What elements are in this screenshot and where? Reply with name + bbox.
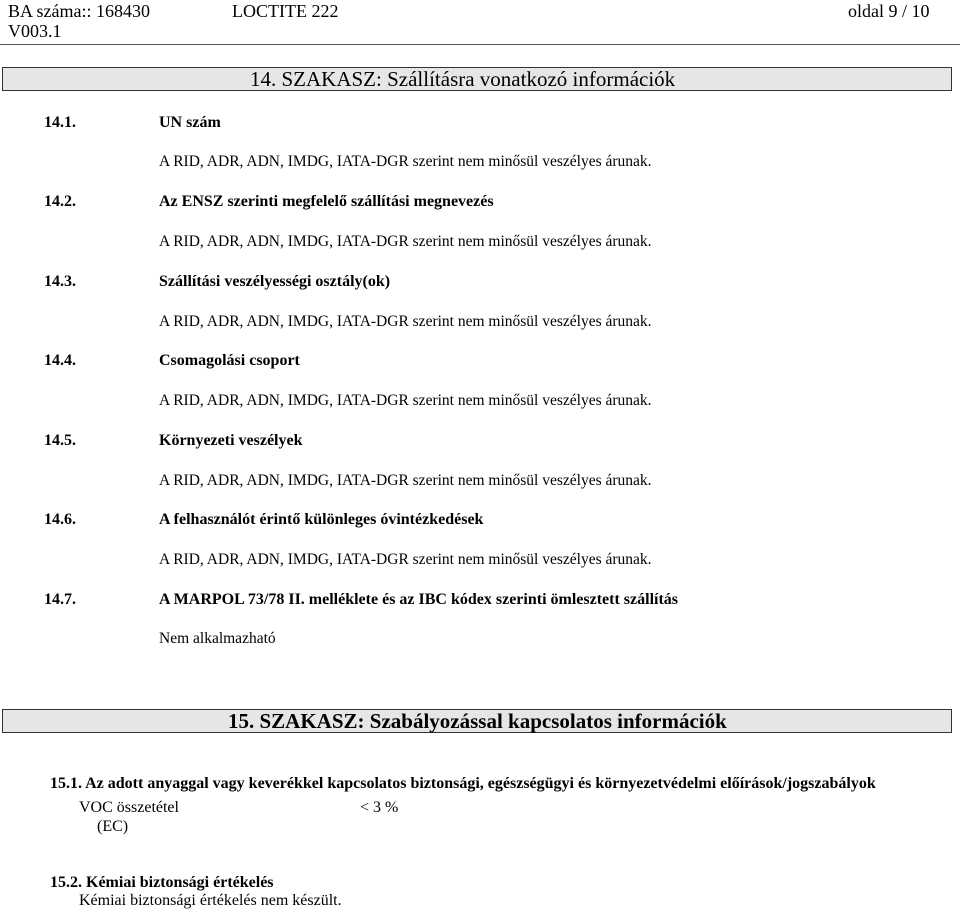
voc-label: VOC összetétel xyxy=(79,799,179,816)
header-divider xyxy=(0,44,960,45)
item-14-3-text: A RID, ADR, ADN, IMDG, IATA-DGR szerint nem minősül veszélyes árunak. xyxy=(159,313,652,330)
item-14-4-number: 14.4. xyxy=(44,352,76,369)
voc-value: < 3 % xyxy=(360,799,399,816)
item-14-7-number: 14.7. xyxy=(44,591,76,608)
section-14-title: 14. SZAKASZ: Szállításra vonatkozó információk xyxy=(250,67,676,91)
item-14-3-number: 14.3. xyxy=(44,273,76,290)
item-14-1-text: A RID, ADR, ADN, IMDG, IATA-DGR szerint nem minősül veszélyes árunak. xyxy=(159,153,652,170)
voc-label-ec: (EC) xyxy=(97,818,129,835)
item-14-6-title: A felhasználót érintő különleges óvintézkedések xyxy=(159,511,484,528)
item-14-2-number: 14.2. xyxy=(44,193,76,210)
page-number: oldal 9 / 10 xyxy=(848,1,930,21)
item-14-2-title: Az ENSZ szerinti megfelelő szállítási megnevezés xyxy=(159,193,494,210)
item-14-5-number: 14.5. xyxy=(44,432,76,449)
subsection-15-1-title: 15.1. Az adott anyaggal vagy keverékkel kapcsolatos biztonsági, egészségügyi és környezetvédelmi előírások/jogszabályok xyxy=(50,775,876,792)
item-14-7-text: Nem alkalmazható xyxy=(159,630,276,647)
item-14-6-number: 14.6. xyxy=(44,511,76,528)
item-14-6-text: A RID, ADR, ADN, IMDG, IATA-DGR szerint nem minősül veszélyes árunak. xyxy=(159,551,652,568)
product-name: LOCTITE 222 xyxy=(232,1,339,21)
ba-number: BA száma:: 168430 xyxy=(8,1,150,21)
item-14-5-text: A RID, ADR, ADN, IMDG, IATA-DGR szerint nem minősül veszélyes árunak. xyxy=(159,472,652,489)
item-14-1-title: UN szám xyxy=(159,114,221,131)
item-14-4-text: A RID, ADR, ADN, IMDG, IATA-DGR szerint nem minősül veszélyes árunak. xyxy=(159,392,652,409)
version: V003.1 xyxy=(8,21,62,41)
item-14-5-title: Környezeti veszélyek xyxy=(159,432,303,449)
subsection-15-2-text: Kémiai biztonsági értékelés nem készült. xyxy=(79,892,342,909)
item-14-1-number: 14.1. xyxy=(44,114,76,131)
item-14-7-title: A MARPOL 73/78 II. melléklete és az IBC kódex szerinti ömlesztett szállítás xyxy=(159,591,679,608)
item-14-2-text: A RID, ADR, ADN, IMDG, IATA-DGR szerint nem minősül veszélyes árunak. xyxy=(159,233,652,250)
subsection-15-2-title: 15.2. Kémiai biztonsági értékelés xyxy=(50,874,274,891)
item-14-4-title: Csomagolási csoport xyxy=(159,352,300,369)
item-14-3-title: Szállítási veszélyességi osztály(ok) xyxy=(159,273,391,290)
section-15-title: 15. SZAKASZ: Szabályozással kapcsolatos információk xyxy=(228,709,727,733)
